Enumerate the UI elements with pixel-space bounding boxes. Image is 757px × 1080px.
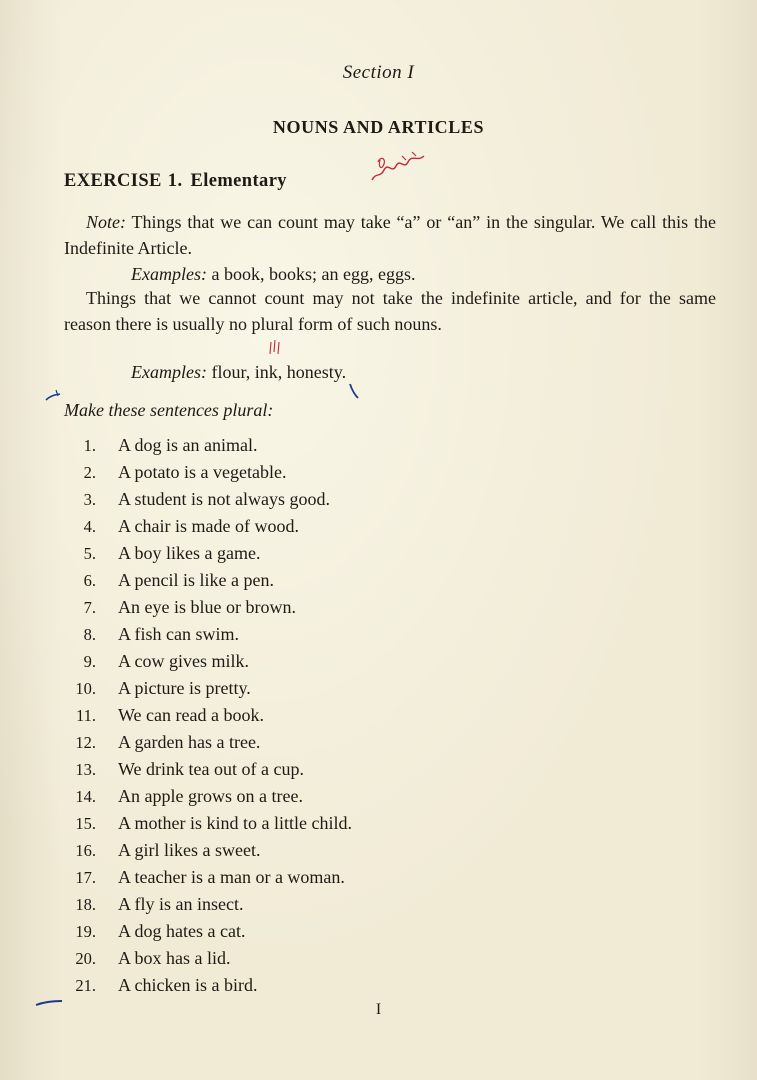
sentence-text: We can read a book. bbox=[118, 705, 264, 725]
exercise-number: 1. bbox=[167, 171, 183, 191]
sentence-text: A student is not always good. bbox=[118, 489, 330, 509]
sentence-text: A dog hates a cat. bbox=[118, 921, 246, 941]
sentence-number: 11. bbox=[75, 706, 96, 725]
sentence-text: A teacher is a man or a woman. bbox=[118, 867, 345, 887]
sentence-number: 9. bbox=[83, 652, 96, 671]
exercise-label: EXERCISE bbox=[64, 171, 162, 191]
sentence-number: 8. bbox=[83, 625, 96, 644]
sentence-item bbox=[64, 783, 352, 810]
sentence-item bbox=[64, 648, 352, 675]
sentence-number: 12. bbox=[75, 733, 96, 752]
sentence-item bbox=[64, 972, 352, 999]
sentence-number: 2. bbox=[83, 463, 96, 482]
note-text: Things that we can count may take “a” or “an” in the singular. We call this the Indefinite Article. bbox=[64, 212, 716, 258]
sentence-text: A boy likes a game. bbox=[118, 543, 261, 563]
sentence-item bbox=[64, 594, 352, 621]
sentence-number: 18. bbox=[75, 895, 96, 914]
sentence-number: 16. bbox=[75, 841, 96, 860]
sentence-text: A girl likes a sweet. bbox=[118, 840, 261, 860]
sentence-item bbox=[64, 891, 352, 918]
red-handwritten-scribble bbox=[366, 148, 436, 188]
sentence-item bbox=[64, 567, 352, 594]
examples-label-2: Examples: bbox=[131, 362, 207, 382]
sentence-item bbox=[64, 729, 352, 756]
examples-text-2: flour, ink, honesty. bbox=[211, 362, 347, 382]
sentence-text: We drink tea out of a cup. bbox=[118, 759, 304, 779]
examples-label-1: Examples: bbox=[131, 264, 207, 284]
note-label: Note: bbox=[86, 212, 126, 232]
sentence-number: 20. bbox=[75, 949, 96, 968]
sentence-item bbox=[64, 837, 352, 864]
sentence-item bbox=[64, 459, 352, 486]
sentence-text: A cow gives milk. bbox=[118, 651, 249, 671]
sentence-text: A fish can swim. bbox=[118, 624, 239, 644]
sentence-number: 14. bbox=[75, 787, 96, 806]
sentence-item bbox=[64, 918, 352, 945]
show-through-texture bbox=[120, 0, 124, 21]
examples-line-2 bbox=[131, 360, 631, 386]
sentence-item bbox=[64, 945, 352, 972]
sentence-number: 21. bbox=[75, 976, 96, 995]
exercise-name: Elementary bbox=[190, 171, 287, 191]
sentence-text: An eye is blue or brown. bbox=[118, 597, 296, 617]
red-tick-marks bbox=[268, 338, 282, 358]
sentence-number: 10. bbox=[75, 679, 96, 698]
sentence-text: A chicken is a bird. bbox=[118, 975, 258, 995]
instruction-text: Make these sentences plural: bbox=[64, 400, 274, 420]
sentence-number: 7. bbox=[83, 598, 96, 617]
sentence-item bbox=[64, 810, 352, 837]
sentence-number: 13. bbox=[75, 760, 96, 779]
examples-line-1 bbox=[131, 262, 631, 288]
uncountable-paragraph: Things that we cannot count may not take the indefinite article, and for the same reason there is usually no plural form of such nouns. bbox=[64, 288, 716, 334]
sentence-number: 5. bbox=[83, 544, 96, 563]
page-title: NOUNS AND ARTICLES bbox=[272, 117, 485, 137]
sentence-number: 19. bbox=[75, 922, 96, 941]
sentence-number: 15. bbox=[75, 814, 96, 833]
sentence-number: 4. bbox=[83, 517, 96, 536]
sentence-number: 3. bbox=[83, 490, 96, 509]
sentence-item bbox=[64, 486, 352, 513]
note-paragraph bbox=[64, 210, 716, 261]
sentence-item bbox=[64, 864, 352, 891]
sentence-item bbox=[64, 675, 352, 702]
page-number: I bbox=[375, 1001, 382, 1018]
sentence-item bbox=[64, 540, 352, 567]
sentence-text: A fly is an insect. bbox=[118, 894, 244, 914]
sentence-text: An apple grows on a tree. bbox=[118, 786, 303, 806]
sentence-text: A chair is made of wood. bbox=[118, 516, 299, 536]
sentence-number: 17. bbox=[75, 868, 96, 887]
sentence-number: 6. bbox=[83, 571, 96, 590]
sentence-text: A mother is kind to a little child. bbox=[118, 813, 352, 833]
sentence-item bbox=[64, 513, 352, 540]
sentence-text: A dog is an animal. bbox=[118, 435, 258, 455]
sentence-item bbox=[64, 756, 352, 783]
sentence-number: 1. bbox=[83, 436, 96, 455]
sentence-item bbox=[64, 702, 352, 729]
sentence-text: A garden has a tree. bbox=[118, 732, 261, 752]
sentence-text: A box has a lid. bbox=[118, 948, 231, 968]
sentence-list bbox=[64, 432, 352, 999]
section-heading: Section I bbox=[342, 62, 415, 83]
sentence-item bbox=[64, 432, 352, 459]
sentence-text: A pencil is like a pen. bbox=[118, 570, 274, 590]
sentence-text: A picture is pretty. bbox=[118, 678, 251, 698]
sentence-item bbox=[64, 621, 352, 648]
exercise-heading bbox=[64, 171, 287, 192]
sentence-text: A potato is a vegetable. bbox=[118, 462, 287, 482]
examples-text-1: a book, books; an egg, eggs. bbox=[211, 264, 416, 284]
